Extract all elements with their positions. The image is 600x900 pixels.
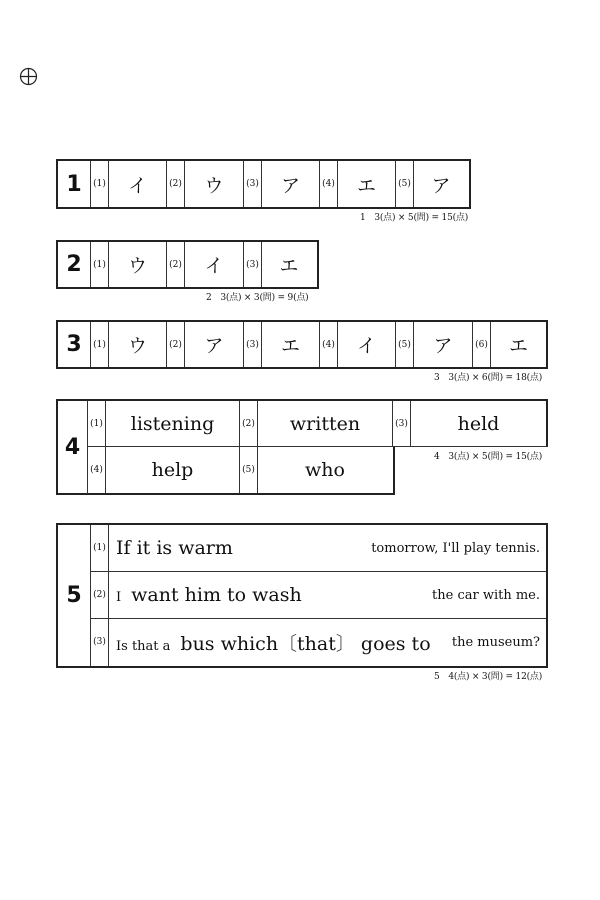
section-3-answer-row	[56, 320, 548, 369]
answer-text: bus which〔that〕 goes to	[180, 632, 431, 655]
section-1	[56, 159, 471, 209]
question-number: (1)	[88, 401, 106, 446]
score-note-2: 2 3(点) × 3(問) = 9(点)	[206, 293, 309, 303]
answer-text: want him to wash	[131, 584, 302, 606]
question-number: (5)	[240, 447, 258, 493]
sentence-row	[91, 525, 546, 572]
score-note-4: 4 3(点) × 5(問) = 15(点)	[434, 452, 543, 462]
question-number: (2)	[167, 242, 185, 287]
section-5-answer-block	[56, 523, 548, 668]
question-number: (2)	[240, 401, 258, 446]
answer-line	[116, 584, 302, 606]
sentence-row	[91, 572, 546, 619]
question-number: (1)	[91, 525, 109, 571]
section-number: 5	[58, 525, 91, 666]
section-number: 3	[58, 322, 91, 367]
answer-cell: held	[457, 412, 500, 435]
score-note-1: 1 3(点) × 5(問) = 15(点)	[360, 213, 469, 223]
answer-line	[116, 629, 431, 656]
given-words: Is that a	[116, 638, 171, 654]
question-number: (5)	[396, 322, 414, 367]
section-2	[56, 240, 319, 289]
sentence-tail: tomorrow, I'll play tennis.	[371, 540, 540, 556]
sentence-row	[91, 619, 546, 666]
score-note-3: 3 3(点) × 6(問) = 18(点)	[434, 373, 543, 383]
answer-cell: エ	[508, 335, 528, 357]
section-5-rows	[91, 525, 546, 666]
question-number: (3)	[91, 619, 109, 666]
sentence-tail: the car with me.	[432, 587, 540, 603]
answer-cell: イ	[185, 242, 244, 287]
answer-cell: エ	[262, 322, 320, 367]
section-3	[56, 320, 548, 369]
score-note-5: 5 4(点) × 3(問) = 12(点)	[434, 672, 543, 682]
sentence-cell	[109, 572, 546, 618]
answer-cell: ア	[431, 174, 451, 197]
answer-cell: ウ	[109, 322, 167, 367]
sentence-cell	[109, 619, 546, 666]
question-number: (3)	[244, 322, 262, 367]
answer-cell: written	[258, 401, 393, 446]
section-4-row-2	[88, 447, 395, 495]
section-number: 2	[58, 242, 91, 287]
question-number: (4)	[320, 161, 338, 207]
question-number: (4)	[88, 447, 106, 493]
answer-cell: ア	[414, 322, 473, 367]
section-4-row-1	[88, 399, 548, 447]
question-number: (1)	[91, 161, 109, 207]
question-number: (3)	[244, 161, 262, 207]
section-number: 1	[58, 161, 91, 207]
question-number: (2)	[167, 161, 185, 207]
question-number: (2)	[167, 322, 185, 367]
question-number: (3)	[244, 242, 262, 287]
given-words: I	[116, 590, 122, 605]
section-1-answer-row	[56, 159, 471, 209]
answer-cell: who	[305, 459, 345, 481]
sentence-tail: the museum?	[451, 634, 540, 650]
answer-text: If it is warm	[116, 537, 233, 559]
question-number: (1)	[91, 242, 109, 287]
answer-cell: イ	[109, 161, 167, 207]
question-number: (2)	[91, 572, 109, 618]
registration-mark-icon	[19, 67, 38, 86]
answer-cell: ア	[185, 322, 244, 367]
answer-cell: エ	[338, 161, 396, 207]
answer-cell: ウ	[109, 242, 167, 287]
question-number: (4)	[320, 322, 338, 367]
question-number: (3)	[393, 401, 411, 446]
sentence-cell	[109, 525, 546, 571]
section-number: 4	[56, 399, 88, 495]
answer-cell: listening	[106, 401, 240, 446]
answer-cell: エ	[279, 255, 299, 277]
section-5	[56, 523, 548, 668]
answer-cell: help	[106, 447, 240, 493]
answer-cell: ア	[262, 161, 320, 207]
question-number: (5)	[396, 161, 414, 207]
question-number: (1)	[91, 322, 109, 367]
answer-cell: イ	[338, 322, 396, 367]
answer-line	[116, 537, 233, 559]
question-number: (6)	[473, 322, 491, 367]
answer-cell: ウ	[185, 161, 244, 207]
section-2-answer-row	[56, 240, 319, 289]
